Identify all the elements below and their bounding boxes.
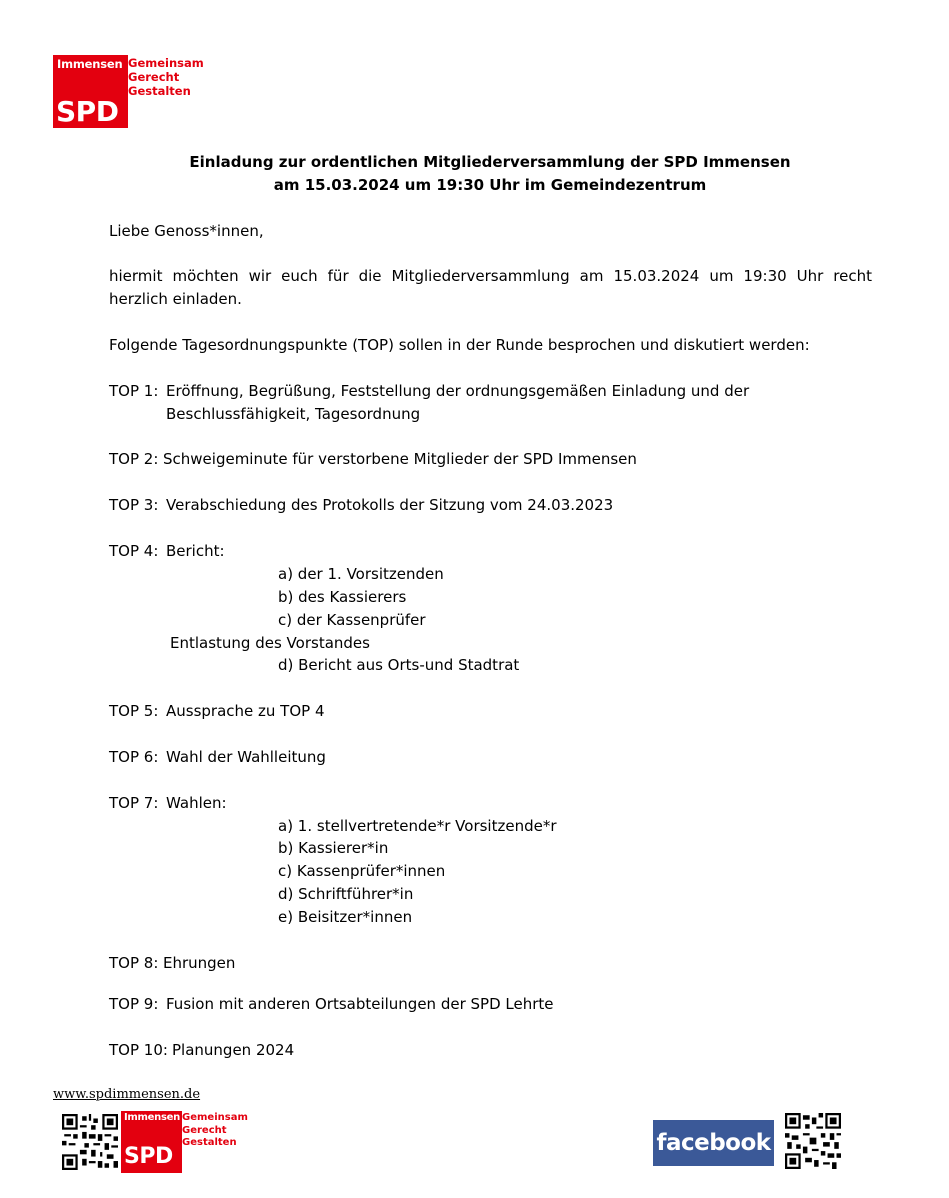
title-line-2: am 15.03.2024 um 19:30 Uhr im Gemeindezentrum	[273, 176, 707, 194]
logo-name: Immensen	[57, 57, 123, 71]
top1-text-1: Eröffnung, Begrüßung, Feststellung der ordnungsgemäßen Einladung und der	[166, 382, 750, 400]
footer-logo-slogan	[182, 1112, 248, 1150]
qr-code-icon	[62, 1114, 118, 1170]
facebook-logo[interactable]: facebook	[653, 1120, 774, 1166]
top8-text: Ehrungen	[163, 954, 236, 972]
greeting: Liebe Genoss*innen,	[109, 222, 264, 240]
qr-code-icon	[785, 1113, 841, 1169]
top10-text: Planungen 2024	[172, 1041, 295, 1059]
top6-label: TOP 6:	[109, 748, 159, 766]
top7-item-e: e) Beisitzer*innen	[278, 908, 413, 926]
top7-text: Wahlen:	[166, 794, 227, 812]
top4-item-a: a) der 1. Vorsitzenden	[278, 565, 444, 583]
slogan-line: Gestalten	[128, 84, 191, 98]
logo-slogan	[128, 56, 204, 98]
top1-text-2: Beschlussfähigkeit, Tagesordnung	[166, 405, 421, 423]
top5-text: Aussprache zu TOP 4	[166, 702, 325, 720]
agenda-intro: Folgende Tagesordnungspunkte (TOP) sollen in der Runde besprochen und diskutiert werden:	[109, 336, 810, 354]
footer-logo-red-box	[121, 1111, 182, 1173]
top3-label: TOP 3:	[109, 496, 159, 514]
top6-text: Wahl der Wahlleitung	[166, 748, 326, 766]
intro-paragraph	[109, 265, 872, 311]
intro-line-2: herzlich einladen.	[109, 290, 242, 308]
website-link[interactable]: www.spdimmensen.de	[53, 1087, 201, 1102]
logo-red-box	[53, 55, 128, 128]
top2-label: TOP 2:	[109, 450, 159, 468]
slogan-line: Gerecht	[128, 70, 180, 84]
top7-item-c: c) Kassenprüfer*innen	[278, 862, 446, 880]
top7-item-d: d) Schriftführer*in	[278, 885, 414, 903]
top4-item-d: d) Bericht aus Orts-und Stadtrat	[278, 656, 520, 674]
top3-text: Verabschiedung des Protokolls der Sitzung vom 24.03.2023	[166, 496, 614, 514]
spd-immensen-logo	[53, 55, 213, 130]
top2-text: Schweigeminute für verstorbene Mitglieder der SPD Immensen	[163, 450, 637, 468]
slogan-line: Gemeinsam	[128, 56, 204, 70]
top7-item-b: b) Kassierer*in	[278, 839, 389, 857]
footer-logo-party: SPD	[124, 1144, 173, 1169]
top7-label: TOP 7:	[109, 794, 159, 812]
footer-spd-logo	[121, 1111, 246, 1173]
top9-label: TOP 9:	[109, 995, 159, 1013]
top10-label: TOP 10:	[109, 1041, 168, 1059]
top5-label: TOP 5:	[109, 702, 159, 720]
top4-entlastung: Entlastung des Vorstandes	[170, 634, 370, 652]
slogan-line: Gemeinsam	[182, 1112, 248, 1123]
slogan-line: Gestalten	[182, 1137, 237, 1148]
top7-item-a: a) 1. stellvertretende*r Vorsitzende*r	[278, 817, 557, 835]
intro-line-1: hiermit möchten wir euch für die Mitgliederversammlung am 15.03.2024 um 19:30 Uhr recht	[109, 267, 872, 285]
logo-party: SPD	[56, 95, 119, 128]
top4-item-c: c) der Kassenprüfer	[278, 611, 426, 629]
footer-logo-name: Immensen	[124, 1112, 180, 1123]
title-line-1: Einladung zur ordentlichen Mitgliederversammlung der SPD Immensen	[189, 153, 791, 171]
top4-item-b: b) des Kassierers	[278, 588, 407, 606]
top8-label: TOP 8:	[109, 954, 159, 972]
top4-text: Bericht:	[166, 542, 225, 560]
top4-label: TOP 4:	[109, 542, 159, 560]
invitation-title	[0, 151, 949, 197]
top9-text: Fusion mit anderen Ortsabteilungen der SPD Lehrte	[166, 995, 554, 1013]
slogan-line: Gerecht	[182, 1124, 227, 1136]
top1-label: TOP 1:	[109, 382, 159, 400]
